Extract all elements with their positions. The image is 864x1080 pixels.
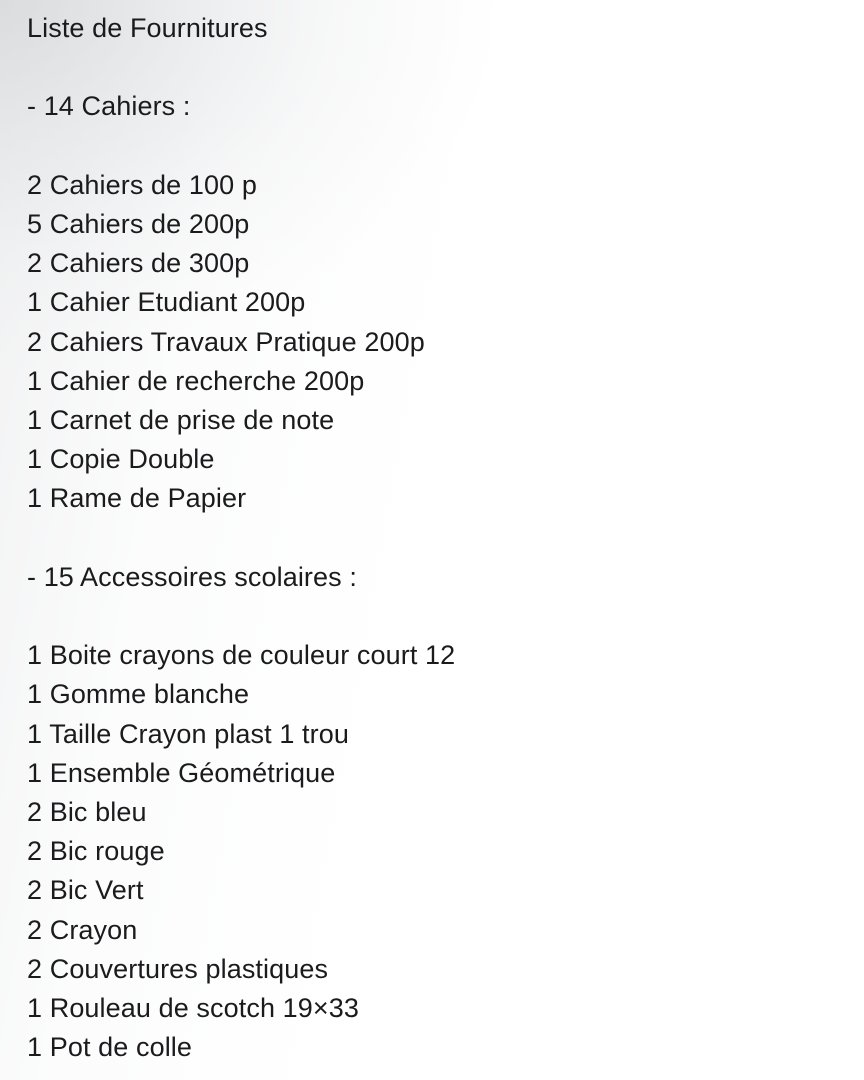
supply-line: 1 Boite crayons de couleur court 12: [27, 640, 456, 671]
supply-line: 1 Cahier de recherche 200p: [27, 365, 365, 396]
section-heading: - 15 Accessoires scolaires :: [27, 561, 357, 592]
supply-line: 2 Bic Vert: [27, 875, 144, 906]
document-title: Liste de Fournitures: [27, 13, 268, 43]
supply-line: 2 Bic rouge: [27, 836, 165, 867]
supply-line: 1 Ensemble Géométrique: [27, 757, 336, 788]
supply-line: 1 Copie Double: [27, 444, 215, 475]
blank-line: [27, 519, 864, 558]
supply-line: 1 Rame de Papier: [27, 483, 247, 514]
supply-line: 1 Rouleau de scotch 19×33: [27, 993, 359, 1024]
blank-line: [27, 127, 864, 166]
supply-line: 1 Gomme blanche: [27, 679, 250, 710]
supply-line: 5 Cahiers de 200p: [27, 209, 250, 240]
supply-line: 2 Crayon: [27, 914, 138, 945]
supply-line: 1 Taille Crayon plast 1 trou: [27, 718, 349, 749]
supply-line: 1 Pot de colle: [27, 1032, 193, 1063]
supply-line: 1 Carnet de prise de note: [27, 405, 335, 436]
supply-line: 2 Cahiers de 300p: [27, 248, 250, 279]
supply-line: 2 Couvertures plastiques: [27, 953, 329, 984]
blank-line: [27, 48, 864, 87]
supply-line: 2 Bic bleu: [27, 797, 147, 828]
section-heading: - 14 Cahiers :: [27, 91, 191, 122]
supply-line: 1 Cahier Etudiant 200p: [27, 287, 306, 318]
supply-line: 2 Cahiers Travaux Pratique 200p: [27, 326, 425, 357]
blank-line: [27, 597, 864, 636]
supply-line: 2 Cahiers de 100 p: [27, 169, 257, 200]
note-text-block: [27, 9, 864, 1067]
